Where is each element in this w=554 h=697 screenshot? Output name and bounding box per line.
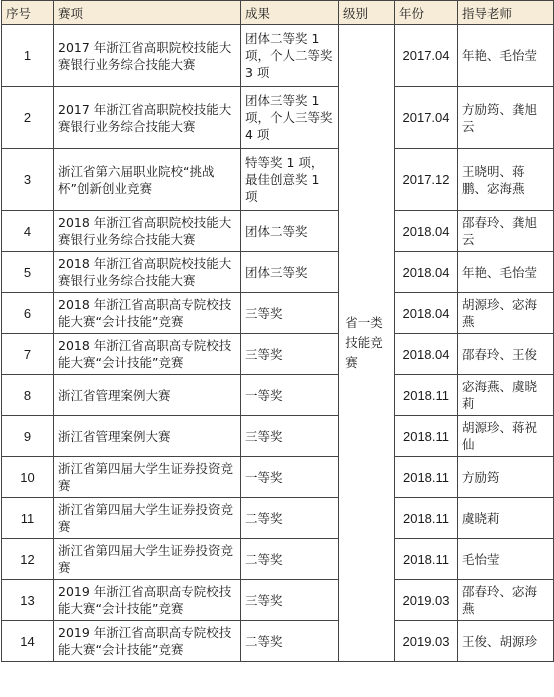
table-row bbox=[2, 539, 554, 580]
level-text: 省一类技能竞赛 bbox=[345, 315, 383, 370]
row-year: 2018.11 bbox=[395, 457, 458, 498]
row-result: 团体二等奖 1项，个人二等奖 3 项 bbox=[241, 25, 339, 87]
row-year: 2018.11 bbox=[395, 375, 458, 416]
row-competition: 2018 年浙江省高职高专院校技能大赛“会计技能”竞赛 bbox=[54, 293, 241, 334]
row-index: 9 bbox=[2, 416, 54, 457]
row-teacher: 王俊、胡源珍 bbox=[458, 621, 554, 662]
header-competition: 赛项 bbox=[54, 1, 241, 25]
row-competition: 浙江省管理案例大赛 bbox=[54, 416, 241, 457]
row-teacher: 方励筠、龚旭云 bbox=[458, 87, 554, 149]
row-index: 2 bbox=[2, 87, 54, 149]
table-row bbox=[2, 498, 554, 539]
header-row bbox=[2, 1, 554, 25]
row-teacher: 年艳、毛怡莹 bbox=[458, 25, 554, 87]
row-teacher: 年艳、毛怡莹 bbox=[458, 252, 554, 293]
header-year: 年份 bbox=[395, 1, 458, 25]
header-level: 级别 bbox=[339, 1, 395, 25]
row-year: 2017.04 bbox=[395, 87, 458, 149]
row-index: 11 bbox=[2, 498, 54, 539]
row-year: 2018.04 bbox=[395, 252, 458, 293]
row-index: 4 bbox=[2, 211, 54, 252]
row-year: 2018.04 bbox=[395, 334, 458, 375]
row-index: 7 bbox=[2, 334, 54, 375]
row-teacher: 毛怡莹 bbox=[458, 539, 554, 580]
row-year: 2018.04 bbox=[395, 211, 458, 252]
row-index: 3 bbox=[2, 149, 54, 211]
row-result: 二等奖 bbox=[241, 621, 339, 662]
row-teacher: 邵春玲、王俊 bbox=[458, 334, 554, 375]
row-year: 2019.03 bbox=[395, 580, 458, 621]
level-cell bbox=[339, 25, 395, 662]
row-year: 2018.11 bbox=[395, 498, 458, 539]
row-year: 2018.11 bbox=[395, 539, 458, 580]
table-row bbox=[2, 416, 554, 457]
row-competition: 浙江省第四届大学生证券投资竞赛 bbox=[54, 498, 241, 539]
row-result: 三等奖 bbox=[241, 416, 339, 457]
row-result: 特等奖 1 项，最佳创意奖 1 项 bbox=[241, 149, 339, 211]
row-result: 团体三等奖 bbox=[241, 252, 339, 293]
row-index: 13 bbox=[2, 580, 54, 621]
table-row bbox=[2, 375, 554, 416]
row-result: 一等奖 bbox=[241, 457, 339, 498]
table-row bbox=[2, 580, 554, 621]
table-row bbox=[2, 621, 554, 662]
row-teacher: 邵春玲、龚旭云 bbox=[458, 211, 554, 252]
row-result: 团体三等奖 1项，个人三等奖 4 项 bbox=[241, 87, 339, 149]
row-teacher: 方励筠 bbox=[458, 457, 554, 498]
row-index: 10 bbox=[2, 457, 54, 498]
row-index: 12 bbox=[2, 539, 54, 580]
row-year: 2017.12 bbox=[395, 149, 458, 211]
row-result: 团体二等奖 bbox=[241, 211, 339, 252]
row-index: 6 bbox=[2, 293, 54, 334]
header-result: 成果 bbox=[241, 1, 339, 25]
row-index: 1 bbox=[2, 25, 54, 87]
table-row bbox=[2, 334, 554, 375]
row-result: 三等奖 bbox=[241, 580, 339, 621]
row-year: 2018.04 bbox=[395, 293, 458, 334]
table-row bbox=[2, 293, 554, 334]
row-competition: 浙江省第六届职业院校“挑战杯”创新创业竞赛 bbox=[54, 149, 241, 211]
row-teacher: 虞晓莉 bbox=[458, 498, 554, 539]
row-teacher: 王晓明、蒋鹏、宓海燕 bbox=[458, 149, 554, 211]
row-teacher: 胡源珍、宓海燕 bbox=[458, 293, 554, 334]
row-index: 14 bbox=[2, 621, 54, 662]
row-teacher: 邵春玲、宓海燕 bbox=[458, 580, 554, 621]
table-row bbox=[2, 149, 554, 211]
table-row bbox=[2, 252, 554, 293]
table-row bbox=[2, 211, 554, 252]
header-teacher: 指导老师 bbox=[458, 1, 554, 25]
row-competition: 浙江省管理案例大赛 bbox=[54, 375, 241, 416]
table-row bbox=[2, 87, 554, 149]
row-competition: 浙江省第四届大学生证券投资竞赛 bbox=[54, 539, 241, 580]
row-result: 三等奖 bbox=[241, 293, 339, 334]
row-year: 2019.03 bbox=[395, 621, 458, 662]
row-teacher: 胡源珍、蒋祝仙 bbox=[458, 416, 554, 457]
row-competition: 浙江省第四届大学生证券投资竞赛 bbox=[54, 457, 241, 498]
row-result: 一等奖 bbox=[241, 375, 339, 416]
row-result: 二等奖 bbox=[241, 498, 339, 539]
row-year: 2017.04 bbox=[395, 25, 458, 87]
row-competition: 2019 年浙江省高职高专院校技能大赛“会计技能”竞赛 bbox=[54, 621, 241, 662]
table-row bbox=[2, 457, 554, 498]
row-competition: 2017 年浙江省高职院校技能大赛银行业务综合技能大赛 bbox=[54, 87, 241, 149]
row-competition: 2019 年浙江省高职高专院校技能大赛“会计技能”竞赛 bbox=[54, 580, 241, 621]
awards-table bbox=[1, 0, 554, 662]
row-competition: 2018 年浙江省高职高专院校技能大赛“会计技能”竞赛 bbox=[54, 334, 241, 375]
row-competition: 2018 年浙江省高职院校技能大赛银行业务综合技能大赛 bbox=[54, 211, 241, 252]
row-index: 5 bbox=[2, 252, 54, 293]
row-competition: 2018 年浙江省高职院校技能大赛银行业务综合技能大赛 bbox=[54, 252, 241, 293]
row-year: 2018.11 bbox=[395, 416, 458, 457]
row-teacher: 宓海燕、虞晓莉 bbox=[458, 375, 554, 416]
row-result: 三等奖 bbox=[241, 334, 339, 375]
row-competition: 2017 年浙江省高职院校技能大赛银行业务综合技能大赛 bbox=[54, 25, 241, 87]
row-result: 二等奖 bbox=[241, 539, 339, 580]
table-row bbox=[2, 25, 554, 87]
header-index: 序号 bbox=[2, 1, 54, 25]
row-index: 8 bbox=[2, 375, 54, 416]
